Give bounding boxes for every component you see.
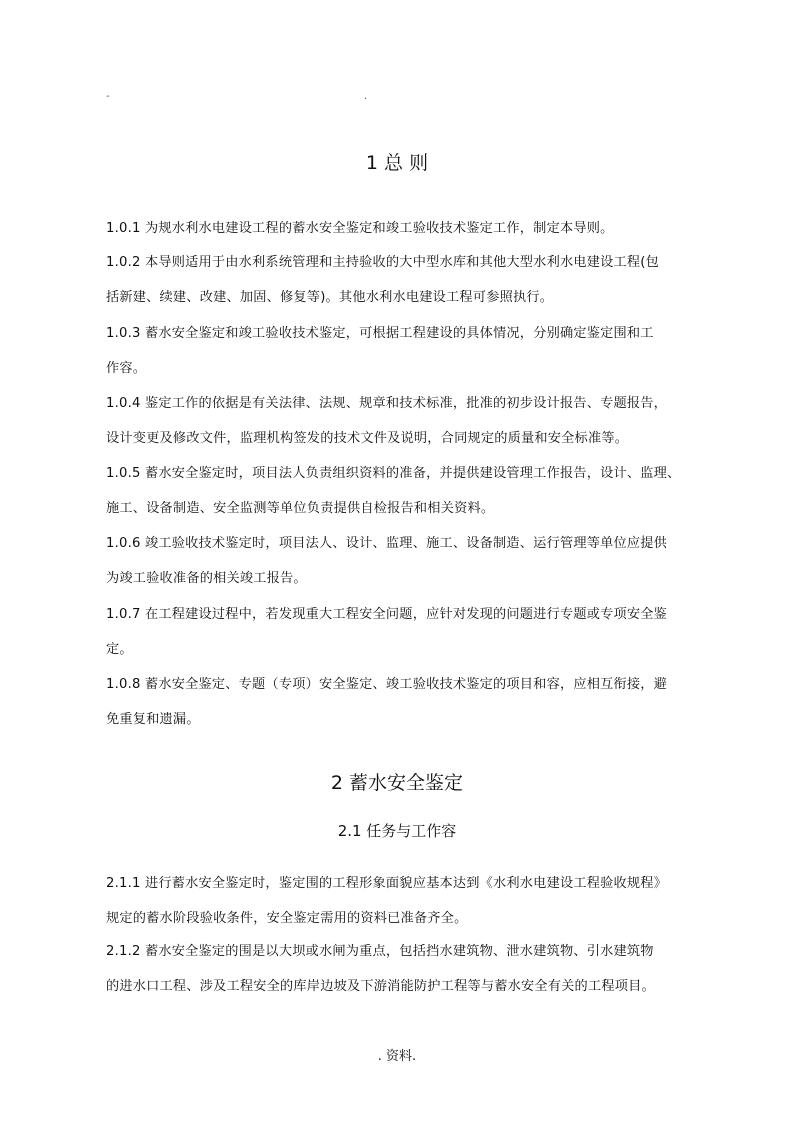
paragraph-1-0-5: 1.0.5 蓄水安全鉴定时，项目法人负责组织资料的准备，并提供建设管理工作报告，设计、监理、 施工、设备制造、安全监测等单位负责提供自检报告和相关资料。 [106,466,681,516]
section-1-title: 1 总 则 [365,152,429,174]
paragraph-2-1-1: 2.1.1 进行蓄水安全鉴定时，鉴定围的工程形象面貌应基本达到《水利水电建设工程验收规程》 规定的蓄水阶段验收条件，安全鉴定需用的资料已准备齐全。 [106,876,668,926]
paragraph-1-0-8: 1.0.8 蓄水安全鉴定、专题（专项）安全鉴定、竣工验收技术鉴定的项目和容，应相互衔接，避 免重复和遗漏。 [106,677,668,727]
paragraph-1-0-4: 1.0.4 鉴定工作的依据是有关法律、法规、规章和技术标准，批准的初步设计报告、专题报告， 设计变更及修改文件，监理机构签发的技术文件及说明，合同规定的质量和安全标准等。 [106,396,668,446]
paragraph-1-0-6: 1.0.6 竣工验收技术鉴定时，项目法人、设计、监理、施工、设备制造、运行管理等单位应提供 为竣工验收准备的相关竣工报告。 [106,536,668,586]
header-right-mark: . [364,91,368,102]
page-footer: . 资料. [377,1049,417,1064]
paragraph-1-0-1: 1.0.1 为规水利水电建设工程的蓄水安全鉴定和竣工验收技术鉴定工作，制定本导则。 [106,221,614,236]
paragraph-2-1-2: 2.1.2 蓄水安全鉴定的围是以大坝或水闸为重点，包括挡水建筑物、泄水建筑物、引水建筑物 的进水口工程、涉及工程安全的库岸边坡及下游消能防护工程等与蓄水安全有关的工程项目。 [106,944,655,994]
paragraph-1-0-2: 1.0.2 本导则适用于由水利系统管理和主持验收的大中型水库和其他大型水利水电建设工程(包 括新建、续建、改建、加固、修复等)。其他水利水电建设工程可参照执行。 [106,255,660,305]
section-2-1-subtitle: 2.1 任务与工作容 [337,822,457,840]
section-2-title: 2 蓄水安全鉴定 [330,772,464,794]
paragraph-1-0-3: 1.0.3 蓄水安全鉴定和竣工验收技术鉴定，可根据工程建设的具体情况，分别确定鉴定围和工 作容。 [106,326,654,376]
paragraph-1-0-7: 1.0.7 在工程建设过程中，若发现重大工程安全问题，应针对发现的问题进行专题或专项安全鉴 定。 [106,607,668,657]
header-left-mark: - [106,91,110,102]
